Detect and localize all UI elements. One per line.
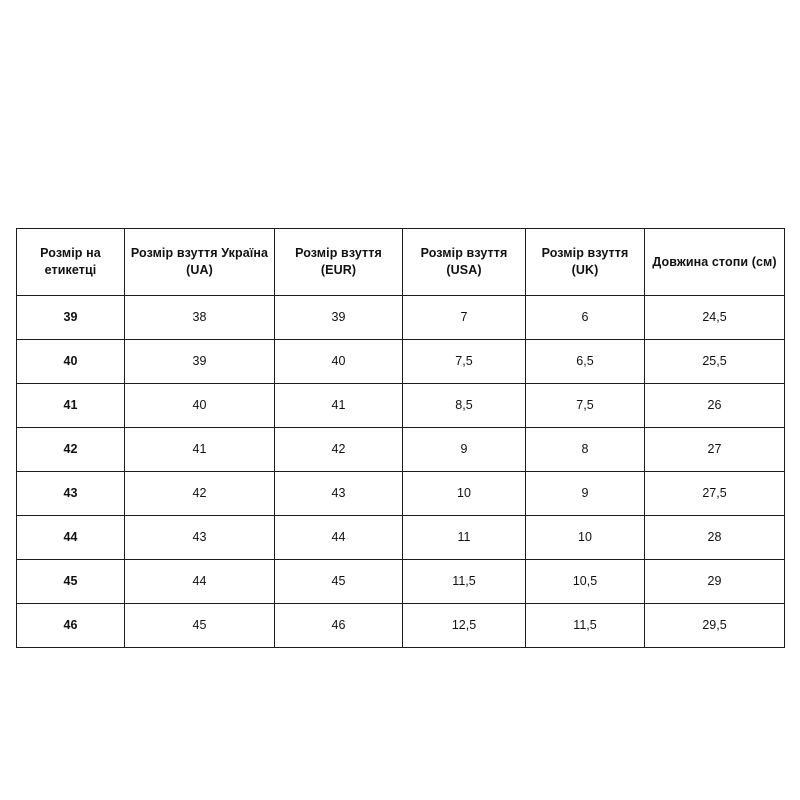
cell-ua-size: 44 [125,560,275,604]
cell-usa-size: 11 [403,516,526,560]
cell-usa-size: 12,5 [403,604,526,648]
cell-usa-size: 7,5 [403,340,526,384]
cell-eur-size: 44 [275,516,403,560]
cell-uk-size: 11,5 [526,604,645,648]
table-row [17,604,785,648]
cell-usa-size: 8,5 [403,384,526,428]
shoe-size-table [16,228,785,648]
table-row [17,340,785,384]
cell-foot-length: 29,5 [645,604,785,648]
cell-eur-size: 43 [275,472,403,516]
table-row [17,560,785,604]
column-header-uk-size: Розмір взуття (UK) [526,229,645,296]
table-row [17,428,785,472]
cell-label-size: 45 [17,560,125,604]
cell-foot-length: 27,5 [645,472,785,516]
table-header-row [17,229,785,296]
cell-label-size: 39 [17,296,125,340]
cell-uk-size: 6,5 [526,340,645,384]
cell-usa-size: 9 [403,428,526,472]
cell-uk-size: 10,5 [526,560,645,604]
cell-foot-length: 28 [645,516,785,560]
column-header-eur-size: Розмір взуття (EUR) [275,229,403,296]
cell-uk-size: 8 [526,428,645,472]
cell-ua-size: 38 [125,296,275,340]
cell-foot-length: 24,5 [645,296,785,340]
cell-ua-size: 39 [125,340,275,384]
cell-usa-size: 7 [403,296,526,340]
cell-eur-size: 40 [275,340,403,384]
column-header-usa-size: Розмір взуття (USA) [403,229,526,296]
cell-foot-length: 25,5 [645,340,785,384]
table-row [17,516,785,560]
cell-ua-size: 45 [125,604,275,648]
table-row [17,384,785,428]
cell-usa-size: 11,5 [403,560,526,604]
cell-uk-size: 7,5 [526,384,645,428]
cell-label-size: 46 [17,604,125,648]
cell-eur-size: 39 [275,296,403,340]
cell-label-size: 40 [17,340,125,384]
cell-label-size: 42 [17,428,125,472]
cell-label-size: 44 [17,516,125,560]
cell-label-size: 41 [17,384,125,428]
cell-eur-size: 45 [275,560,403,604]
cell-ua-size: 43 [125,516,275,560]
cell-eur-size: 46 [275,604,403,648]
cell-ua-size: 40 [125,384,275,428]
cell-label-size: 43 [17,472,125,516]
cell-foot-length: 27 [645,428,785,472]
table-row [17,296,785,340]
column-header-foot-length: Довжина стопи (см) [645,229,785,296]
cell-uk-size: 10 [526,516,645,560]
size-chart-container [16,228,784,648]
cell-uk-size: 9 [526,472,645,516]
cell-foot-length: 29 [645,560,785,604]
table-body [17,296,785,648]
cell-ua-size: 41 [125,428,275,472]
column-header-ua-size: Розмір взуття Україна (UA) [125,229,275,296]
cell-ua-size: 42 [125,472,275,516]
table-header [17,229,785,296]
column-header-label-size: Розмір на етикетці [17,229,125,296]
cell-uk-size: 6 [526,296,645,340]
cell-foot-length: 26 [645,384,785,428]
table-row [17,472,785,516]
cell-eur-size: 41 [275,384,403,428]
cell-usa-size: 10 [403,472,526,516]
cell-eur-size: 42 [275,428,403,472]
